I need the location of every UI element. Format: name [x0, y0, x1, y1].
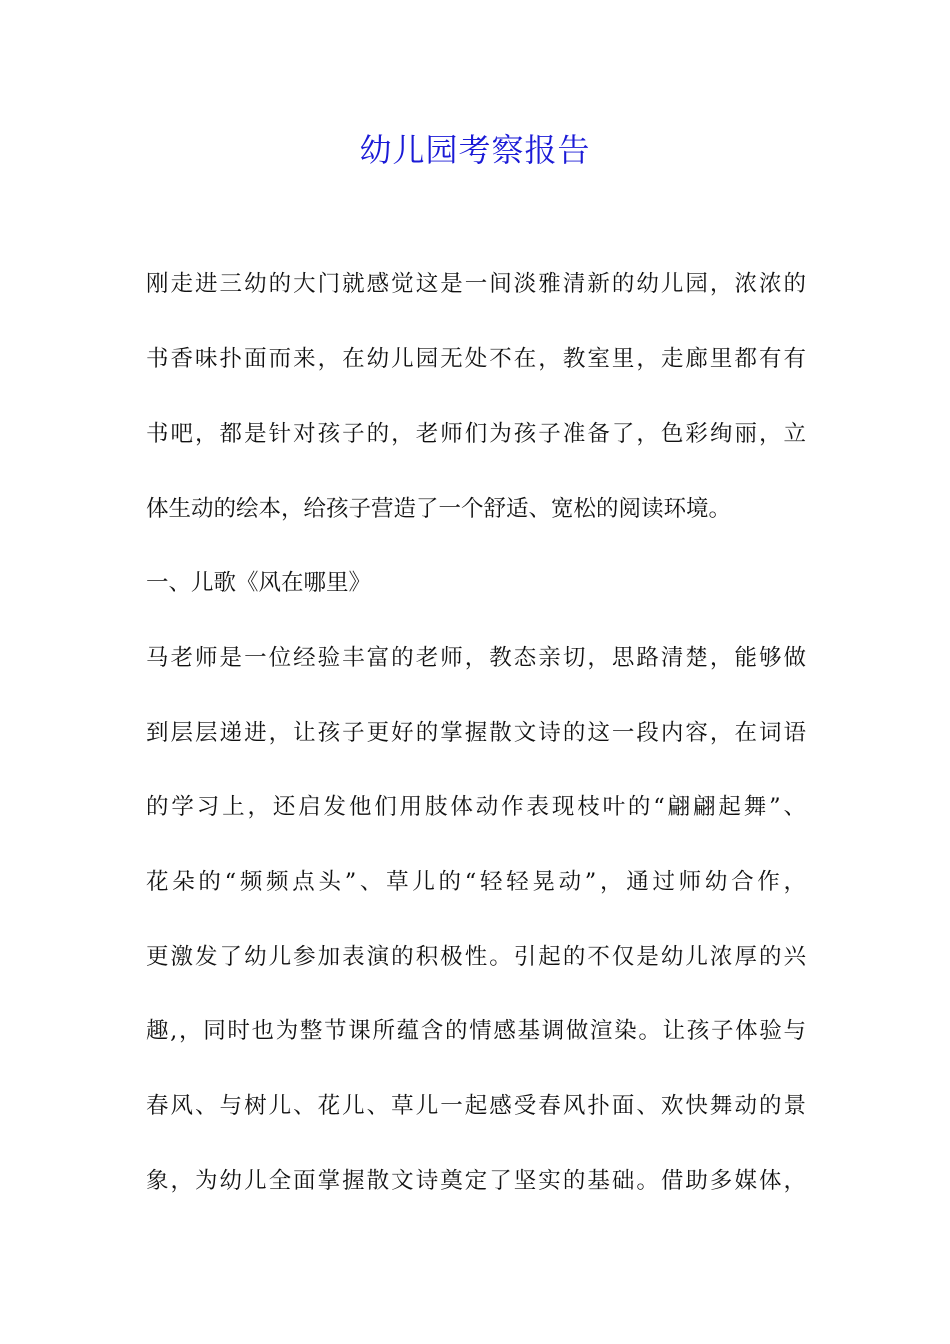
section-heading: 一、儿歌《风在哪里》 — [146, 570, 372, 596]
paragraph-line: 春风、与树儿、花儿、草儿一起感受春风扑面、欢快舞动的景 — [146, 1093, 806, 1119]
paragraph-line: 象，为幼儿全面掌握散文诗奠定了坚实的基础。借助多媒体， — [146, 1168, 806, 1194]
paragraph-line: 刚走进三幼的大门就感觉这是一间淡雅清新的幼儿园，浓浓的 — [146, 271, 806, 297]
paragraph-line: 书吧，都是针对孩子的，老师们为孩子准备了，色彩绚丽，立 — [146, 421, 806, 447]
paragraph-line: 书香味扑面而来，在幼儿园无处不在，教室里，走廊里都有有 — [146, 346, 806, 372]
paragraph-line: 到层层递进，让孩子更好的掌握散文诗的这一段内容，在词语 — [146, 720, 806, 746]
paragraph-line: 花朵的“频频点头”、草儿的“轻轻晃动”，通过师幼合作， — [146, 869, 806, 895]
document-title: 幼儿园考察报告 — [359, 131, 591, 169]
paragraph-line: 更激发了幼儿参加表演的积极性。引起的不仅是幼儿浓厚的兴 — [146, 944, 806, 970]
paragraph-line: 马老师是一位经验丰富的老师，教态亲切，思路清楚，能够做 — [146, 645, 806, 671]
paragraph-line: 体生动的绘本，给孩子营造了一个舒适、宽松的阅读环境。 — [146, 496, 732, 522]
paragraph-line: 趣,，同时也为整节课所蕴含的情感基调做渲染。让孩子体验与 — [146, 1018, 806, 1044]
paragraph-line: 的学习上，还启发他们用肢体动作表现枝叶的“翩翩起舞”、 — [146, 794, 806, 820]
